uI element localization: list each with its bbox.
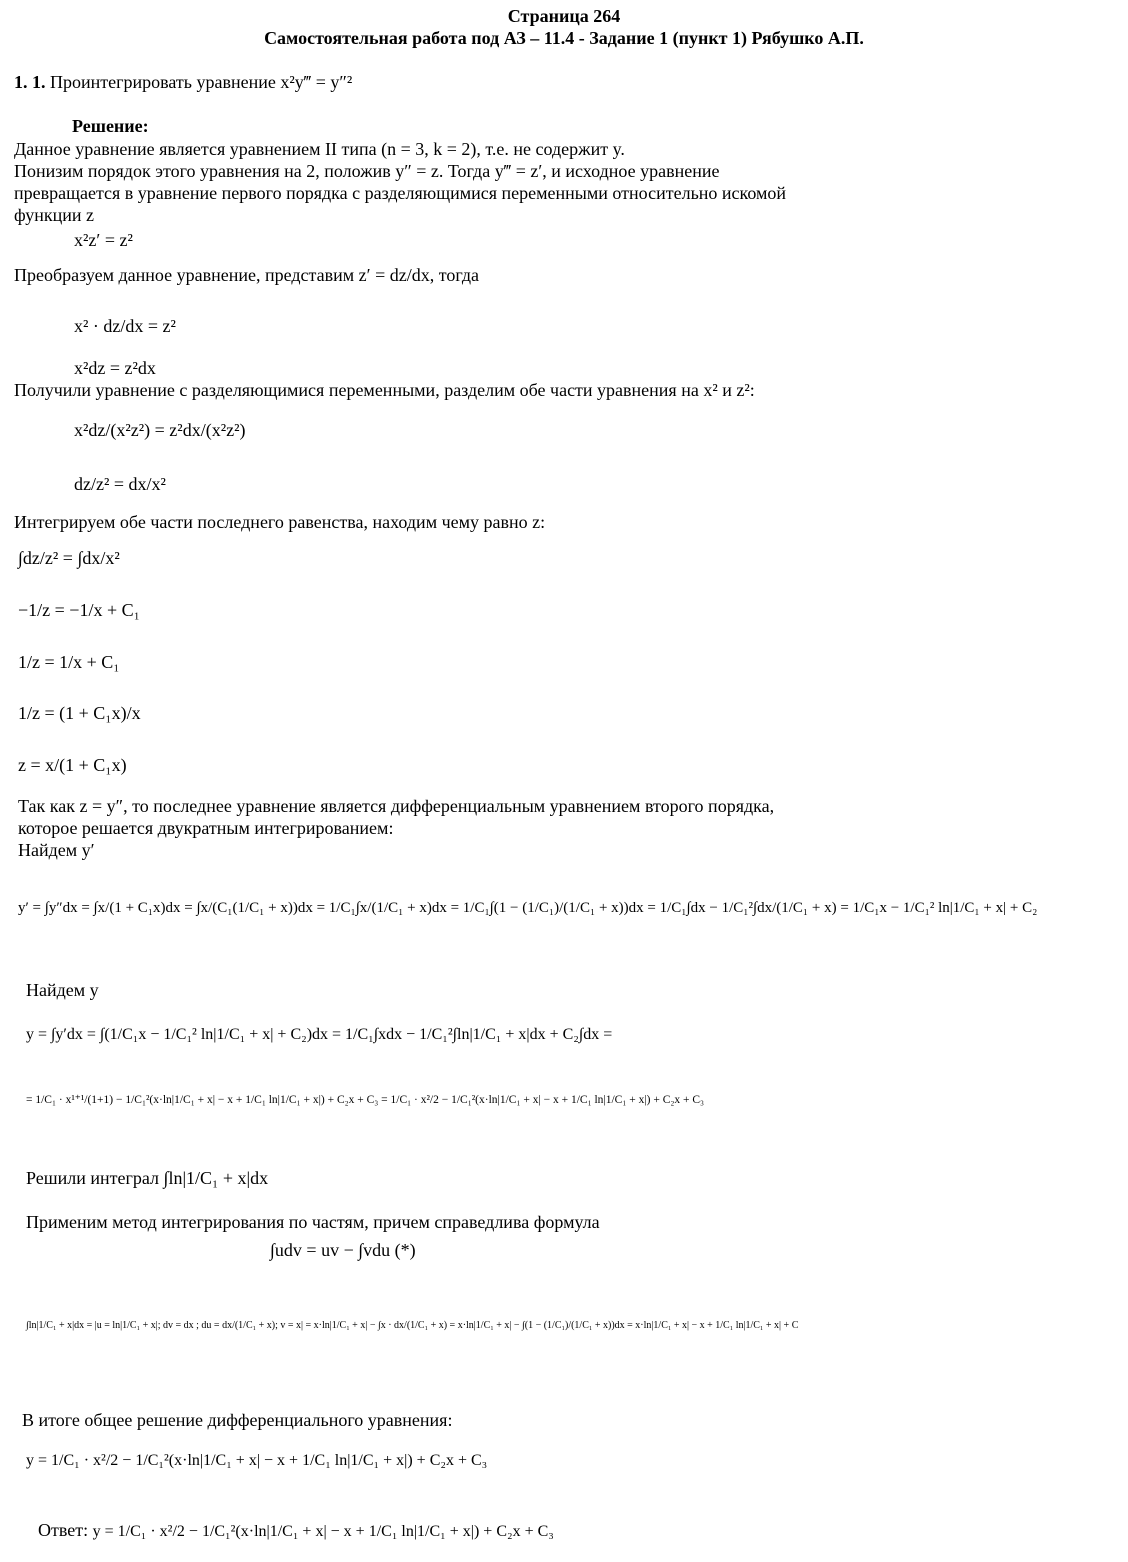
text-line-4: функции z <box>14 205 94 225</box>
formula-9: 1/z = 1/x + C₁ <box>18 652 120 672</box>
page-number: Страница 264 <box>507 6 621 26</box>
text-line-10: Найдем y′ <box>18 840 95 860</box>
text-line-7: Интегрируем обе части последнего равенства, находим чему равно z: <box>14 512 546 532</box>
page-subtitle: Самостоятельная работа под АЗ – 11.4 - Задание 1 (пункт 1) Рябушко А.П. <box>264 28 864 48</box>
formula-3: x² · dz/dx = z² <box>74 316 176 336</box>
text-line-11: Найдем y <box>26 980 99 1000</box>
text-line-14: В итоге общее решение дифференциального уравнения: <box>22 1410 453 1430</box>
formula-16: ∫udv = uv − ∫vdu (*) <box>270 1240 416 1260</box>
text-line-6: Получили уравнение с разделяющимися переменными, разделим обе части уравнения на x² и z²: <box>14 380 755 400</box>
text-line-12a: Решили интеграл <box>26 1168 160 1188</box>
text-line-2: Понизим порядок этого уравнения на 2, положив y″ = z. Тогда y‴ = z′, и исходное уравнение <box>14 161 720 181</box>
answer-formula: y = 1/C₁ · x²/2 − 1/C₁²(x·ln|1/C₁ + x| − x + 1/C₁ ln|1/C₁ + x|) + C₂x + C₃ <box>92 1523 554 1540</box>
answer-label: Ответ: <box>38 1520 89 1540</box>
text-line-3: превращается в уравнение первого порядка с разделяющимися переменными относительно искомой <box>14 183 787 203</box>
formula-4: x²dz = z²dx <box>74 358 156 378</box>
formula-11: z = x/(1 + C₁x) <box>18 755 127 775</box>
formula-10: 1/z = (1 + C₁x)/x <box>18 703 141 723</box>
problem-statement: Проинтегрировать уравнение x²y‴ = y″² <box>50 72 353 92</box>
formula-6: dz/z² = dx/x² <box>74 474 166 494</box>
text-line-12 <box>26 1168 268 1189</box>
formula-18: y = 1/C₁ · x²/2 − 1/C₁²(x·ln|1/C₁ + x| − x + 1/C₁ ln|1/C₁ + x|) + C₂x + C₃ <box>26 1452 488 1469</box>
formula-2: z′ = dz/dx <box>358 265 430 285</box>
formula-14: = 1/C₁ · x¹⁺¹/(1+1) − 1/C₁²(x·ln|1/C₁ + x| − x + 1/C₁ ln|1/C₁ + x|) + C₂x + C₃ = 1/C₁ · x²/2 − 1/C₁²(x·ln|1/C₁ + x| − x + 1/C₁ ln|1/C₁ + x|) + C₂x + C₃ <box>26 1094 705 1106</box>
answer-line <box>38 1520 554 1541</box>
text-line-13: Применим метод интегрирования по частям, причем справедлива формула <box>26 1212 600 1232</box>
formula-8: −1/z = −1/x + C₁ <box>18 600 140 620</box>
formula-5: x²dz/(x²z²) = z²dx/(x²z²) <box>74 420 246 440</box>
problem-number: 1. 1. <box>14 72 46 92</box>
text-line-8: Так как z = y″, то последнее уравнение является дифференциальным уравнением второго порядка, <box>18 796 775 816</box>
text-line-1: Данное уравнение является уравнением II типа (n = 3, k = 2), т.е. не содержит y. <box>14 139 625 159</box>
formula-17: ∫ln|1/C₁ + x|dx = |u = ln|1/C₁ + x|; dv = dx ; du = dx/(1/C₁ + x); v = x| = x·ln|1/C₁ + x| − ∫x · dx/(1/C₁ + x) = x·ln|1/C₁ + x| − ∫(1 − (1/C₁)/(1/C₁ + x))dx = x·ln|1/C₁ + x| − x + 1/C₁ ln|1/C₁ + x| + C <box>26 1320 799 1331</box>
formula-12: y′ = ∫y″dx = ∫x/(1 + C₁x)dx = ∫x/(C₁(1/C₁ + x))dx = 1/C₁∫x/(1/C₁ + x)dx = 1/C₁∫(1 − (1/C₁)/(1/C₁ + x))dx = 1/C₁∫dx − 1/C₁²∫dx/(1/C₁ + x) = 1/C₁x − 1/C₁² ln|1/C₁ + x| + C₂ <box>18 900 1038 916</box>
text-line-9: которое решается двукратным интегрированием: <box>18 818 394 838</box>
solution-heading: Решение: <box>72 116 149 136</box>
formula-7: ∫dz/z² = ∫dx/x² <box>18 548 120 568</box>
formula-1: x²z′ = z² <box>74 230 133 250</box>
formula-13: y = ∫y′dx = ∫(1/C₁x − 1/C₁² ln|1/C₁ + x| + C₂)dx = 1/C₁∫xdx − 1/C₁²∫ln|1/C₁ + x|dx + C₂∫dx = <box>26 1026 613 1043</box>
text-line-5a: Преобразуем данное уравнение, представим <box>14 265 355 285</box>
text-line-5 <box>14 265 479 286</box>
formula-15: ∫ln|1/C₁ + x|dx <box>163 1168 269 1188</box>
problem-line <box>14 72 352 93</box>
text-line-5b: , тогда <box>429 265 479 285</box>
